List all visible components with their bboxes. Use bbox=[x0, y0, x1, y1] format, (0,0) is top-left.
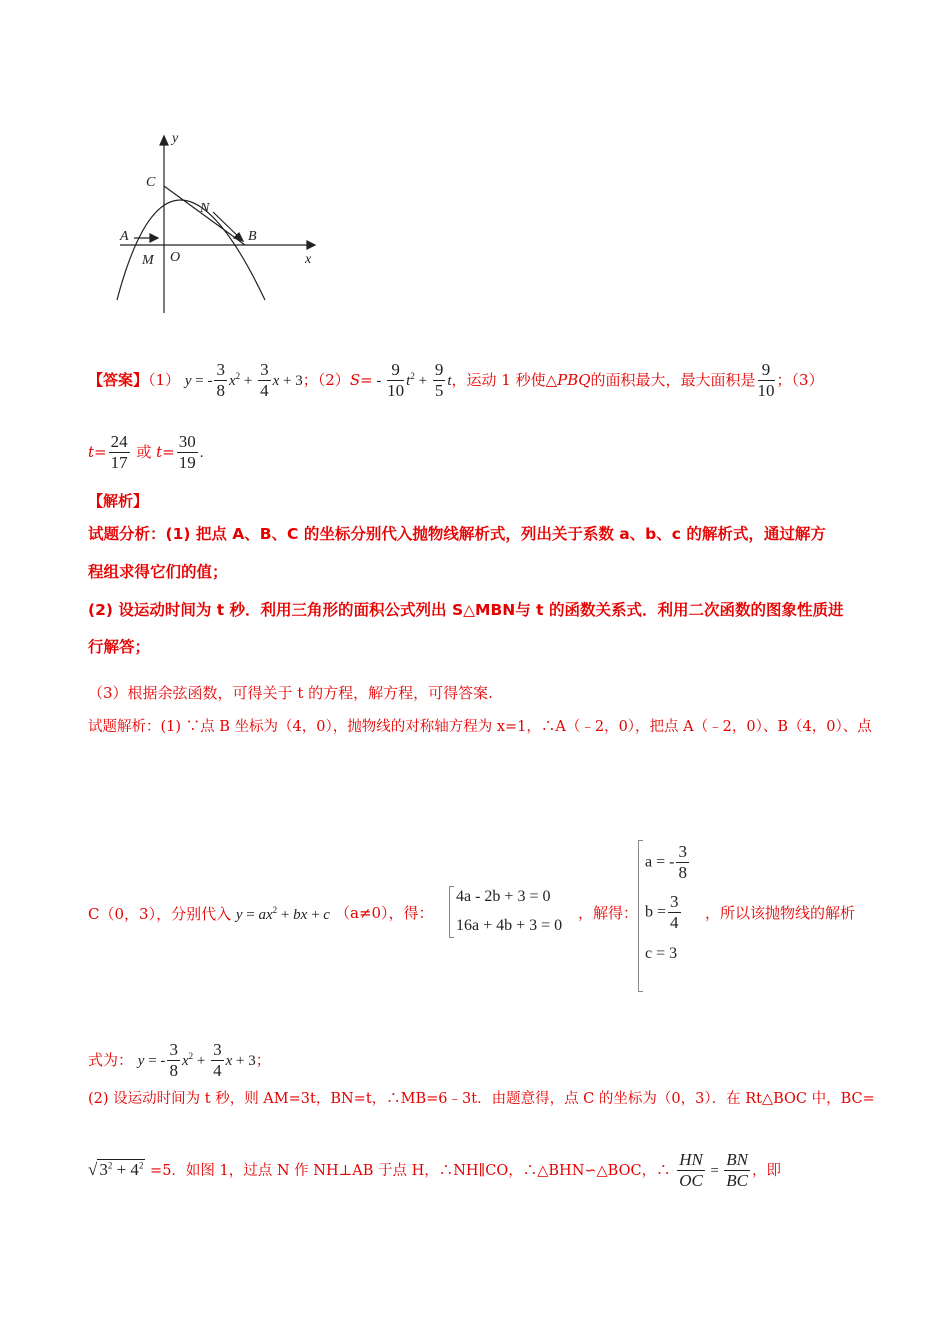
analysis-line-6: 试题解析：(1) ∵点 B 坐标为（4，0），抛物线的对称轴方程为 x=1，∴A（﹣2，0），把点 A（﹣2，0）、B（4，0）、点 bbox=[88, 719, 872, 735]
label-y: y bbox=[172, 131, 179, 146]
analysis-line-3: (2) 设运动时间为 t 秒．利用三角形的面积公式列出 S△MBN与 t 的函数关系式．利用二次函数的图象性质进 bbox=[88, 601, 844, 619]
system-eq-1: 4a - 2b + 3 = 0 bbox=[456, 888, 551, 905]
label-C: C bbox=[146, 175, 156, 190]
solution-brace bbox=[638, 840, 643, 992]
x-axis-arrow bbox=[307, 241, 315, 249]
system-line-end: ，所以该抛物线的解析 bbox=[705, 904, 856, 922]
solution-b: b = $\frac{3}{4}$ bbox=[645, 892, 679, 933]
answer-line-2: t= $\frac{24}{17}$ 或 t= $\frac{30}{19}$ . bbox=[88, 432, 204, 473]
analysis-line-9: (2) 设运动时间为 t 秒，则 AM=3t，BN=t，∴MB=6﹣3t．由题意得，点 C 的坐标为（0，3）．在 Rt△BOC 中，BC= bbox=[88, 1091, 875, 1107]
label-O: O bbox=[170, 250, 181, 265]
label-B: B bbox=[248, 229, 257, 244]
solution-c: c = 3 bbox=[645, 945, 678, 962]
system-eq-2: 16a + 4b + 3 = 0 bbox=[456, 917, 563, 934]
arrow-M-head bbox=[150, 234, 158, 242]
analysis-tag: 【解析】 bbox=[88, 492, 149, 510]
analysis-line-2: 程组求得它们的值； bbox=[88, 563, 228, 581]
analysis-line-4: 行解答； bbox=[88, 638, 151, 656]
solve-label: ，解得： bbox=[578, 904, 639, 922]
system-brace bbox=[449, 886, 454, 938]
answer-tag: 【答案】 bbox=[88, 370, 149, 389]
label-x: x bbox=[305, 252, 312, 267]
system-line: C（0，3），分别代入 $y = ax^2$ + bx + c bbox=[88, 905, 330, 923]
solution-a: a = - $\frac{3}{8}$ bbox=[645, 842, 687, 883]
analysis-line-5: （3）根据余弦函数，可得关于 t 的方程，解方程，可得答案. bbox=[88, 684, 493, 702]
analysis-line-1: 试题分析：(1) 把点 A、B、C 的坐标分别代入抛物线解析式，列出关于系数 a、b、c 的解析式，通过解方 bbox=[88, 525, 826, 543]
label-A: A bbox=[120, 229, 129, 244]
parabola-curve bbox=[117, 200, 265, 300]
label-M: M bbox=[142, 253, 154, 268]
y-axis-arrow bbox=[160, 136, 168, 145]
label-N: N bbox=[200, 201, 210, 216]
answer-line: 【答案】（1） y = - $\frac{3}{8}$ $x^2$ + $\frac{3}{4}$ x + 3；（2）S= - $\frac{9}{10}$ $t^2$ + $\frac{9}{5}$ t，运动 1 秒使△PBQ的面积最大，最大面积是 $\frac{9}{10}$ ；（3） bbox=[88, 360, 824, 401]
final-line: √ $3^2 + 4^2 =5$．如图 1，过点 N 作 NH⊥AB 于点 H，∴NH∥CO，∴△BHN∽△BOC，∴ $\frac{HN}{OC}$ = $\frac{BN}{BC}$ ，即 bbox=[88, 1150, 781, 1191]
result-line: 式为： y = - $\frac{3}{8}$ $x^2$ + $\frac{3}{4}$ x + 3； bbox=[88, 1040, 271, 1081]
system-line-cond: （a≠0），得： bbox=[335, 904, 434, 922]
parabola-figure bbox=[100, 128, 330, 328]
